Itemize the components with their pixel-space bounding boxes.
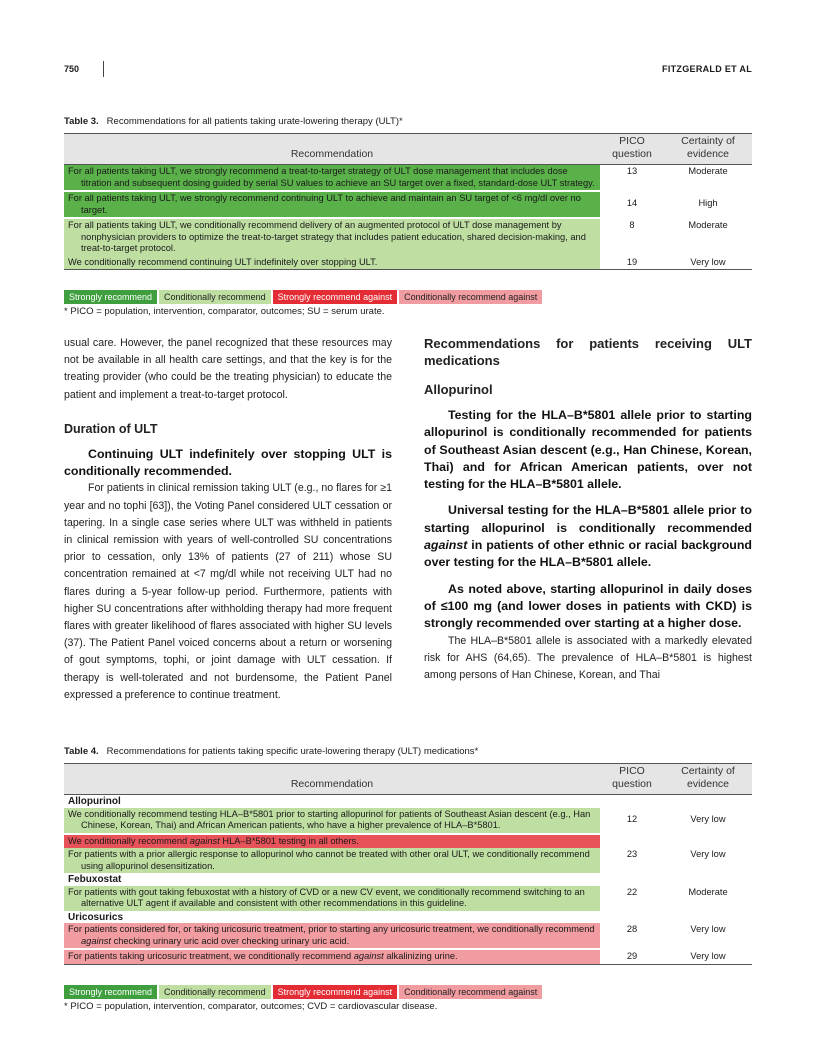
table3-label: Table 3. bbox=[64, 116, 99, 127]
pico-number: 29 bbox=[600, 950, 664, 964]
table-row bbox=[64, 165, 752, 190]
certainty-value: Moderate bbox=[664, 886, 752, 911]
recommendation-universal-testing bbox=[424, 502, 752, 571]
header-divider bbox=[103, 61, 104, 77]
heading-ult-medications: Recommendations for patients receiving ULT medications bbox=[424, 336, 752, 368]
table4-col-pico: PICO question bbox=[612, 765, 652, 790]
pico-number: 28 bbox=[600, 923, 664, 948]
certainty-value: Moderate bbox=[664, 165, 752, 190]
table4-footnote: * PICO = population, intervention, comparator, outcomes; CVD = cardiovascular disease. bbox=[64, 1001, 438, 1012]
recommendation-text: We conditionally recommend continuing ULT indefinitely over stopping ULT. bbox=[68, 256, 378, 267]
pico-empty bbox=[600, 835, 664, 849]
certainty-value: Very low bbox=[664, 256, 752, 270]
section-febuxostat: Febuxostat bbox=[68, 874, 122, 885]
recommendation-text-part: alkalinizing urine. bbox=[383, 951, 458, 961]
section-allopurinol: Allopurinol bbox=[68, 796, 121, 807]
recommendation-text-part: For patients considered for, or taking uricosuric treatment, prior to starting any uricosuric treatment, we conditionally recommend bbox=[68, 924, 595, 934]
certainty-empty bbox=[664, 835, 752, 849]
recommendation-text: For all patients taking ULT, we strongly recommend a treat-to-target strategy of ULT dose management that includes dose titration and subsequent dosing guided by serial SU values to achieve an SU target over a fixed, standard-dose ULT strategy. bbox=[68, 166, 595, 188]
table-row bbox=[64, 808, 752, 833]
paragraph-continued: usual care. However, the panel recognized that these resources may not be available in all health care settings, and that the key is for the treating provider (who could be the treating physician) to educate the patient and implement a treat-to-target protocol. bbox=[64, 337, 392, 401]
pico-number: 23 bbox=[600, 848, 664, 873]
table3-legend bbox=[64, 290, 542, 304]
recommendation-hla-testing: Testing for the HLA–B*5801 allele prior to starting allopurinol is conditionally recommended for patients of Southeast Asian descent (e.g., Han Chinese, Korean, Thai) and for African American patients, over not testing for the HLA–B*5801 allele. bbox=[424, 408, 752, 492]
table3-col-recommendation: Recommendation bbox=[290, 148, 374, 160]
table-row bbox=[64, 848, 752, 873]
recommendation-text: We conditionally recommend testing HLA–B*5801 prior to starting allopurinol for patients of Southeast Asian descent (e.g., Han Chinese, Korean, Thai) and African American patients, who have a higher prevalence of HLA–B*5801. bbox=[68, 808, 591, 830]
table4 bbox=[64, 763, 752, 965]
certainty-value: High bbox=[664, 192, 752, 217]
legend-conditional-for: Conditionally recommend bbox=[159, 290, 271, 304]
table3-caption bbox=[64, 116, 403, 127]
table-row bbox=[64, 192, 752, 217]
section-uricosurics: Uricosurics bbox=[68, 911, 124, 923]
table-row bbox=[64, 835, 752, 849]
certainty-value: Very low bbox=[664, 808, 752, 833]
paragraph-duration: For patients in clinical remission taking ULT (e.g., no flares for ≥1 year and no tophi [63]), the Voting Panel considered ULT cessation or tapering. In a single case series where ULT was withheld in patients in clinical remission with years of well-controlled SU concentrations prior to cessation, only 13% of patients (27 of 211) whose SU concentration remained at <7 mg/dl while not receiving ULT had no flares during a 5-year follow-up period. Furthermore, patients with higher SU concentrations after withholding therapy had more frequent flares with greater likelihood of flares associated with higher SU levels (37). The Patient Panel voiced concerns about a return or worsening of gout symptoms, tophi, or joint damage with ULT cessation. If therapy is well-tolerated and not burdensome, the Patient Panel expressed a preference to continue treatment. bbox=[64, 482, 392, 701]
emphasis-against: against bbox=[353, 951, 384, 961]
table-row bbox=[64, 886, 752, 911]
recommendation-text-part: in patients of other ethnic or racial background over testing for the HLA–B*5801 allele. bbox=[424, 538, 752, 570]
legend-conditional-against: Conditionally recommend against bbox=[399, 985, 542, 999]
table4-label: Table 4. bbox=[64, 746, 99, 757]
recommendation-text-part: We conditionally recommend bbox=[68, 835, 190, 846]
recommendation-text bbox=[64, 835, 600, 849]
table4-header bbox=[64, 764, 752, 795]
legend-conditional-for: Conditionally recommend bbox=[159, 985, 271, 999]
certainty-value: Very low bbox=[664, 950, 752, 964]
table4-caption bbox=[64, 746, 478, 757]
legend-conditional-against: Conditionally recommend against bbox=[399, 290, 542, 304]
legend-strong-for: Strongly recommend bbox=[64, 985, 157, 999]
table-row bbox=[64, 923, 752, 948]
table3-caption-text: Recommendations for all patients taking urate-lowering therapy (ULT)* bbox=[106, 116, 403, 127]
table3-col-pico: PICO question bbox=[612, 135, 652, 160]
table3-header bbox=[64, 134, 752, 165]
table-row bbox=[64, 219, 752, 256]
table4-caption-text: Recommendations for patients taking specific urate-lowering therapy (ULT) medications* bbox=[106, 746, 479, 757]
recommendation-duration: Continuing ULT indefinitely over stopping ULT is conditionally recommended. bbox=[64, 446, 392, 479]
table3-footnote: * PICO = population, intervention, comparator, outcomes; SU = serum urate. bbox=[64, 306, 385, 317]
recommendation-text: For all patients taking ULT, we strongly recommend continuing ULT to achieve and maintain an SU target of <6 mg/dl over no target. bbox=[68, 193, 581, 215]
recommendation-allopurinol-dose: As noted above, starting allopurinol in daily doses of ≤100 mg (and lower doses in patients with CKD) is strongly recommended over starting at a higher dose. bbox=[424, 581, 752, 631]
table3 bbox=[64, 133, 752, 270]
emphasis-against: against bbox=[424, 538, 468, 553]
pico-number: 19 bbox=[600, 256, 664, 270]
recommendation-text: For patients with gout taking febuxostat with a history of CVD or a new CV event, we conditionally recommend switching to an alternative ULT agent if available and consistent with other recommendations in this guideline. bbox=[68, 886, 585, 908]
recommendation-text-part: checking urinary uric acid over checking urinary uric acid. bbox=[110, 935, 350, 946]
table-row bbox=[64, 950, 752, 964]
legend-strong-against: Strongly recommend against bbox=[273, 985, 398, 999]
recommendation-text: For patients with a prior allergic response to allopurinol who cannot be treated with other oral ULT, we conditionally recommend using allopurinol desensitization. bbox=[68, 849, 590, 871]
pico-number: 14 bbox=[600, 192, 664, 217]
table4-col-certainty: Certainty of evidence bbox=[681, 765, 735, 790]
right-column bbox=[424, 335, 752, 684]
recommendation-text-part: HLA–B*5801 testing in all others. bbox=[219, 835, 359, 846]
running-title: FITZGERALD ET AL bbox=[662, 64, 752, 74]
certainty-value: Moderate bbox=[664, 219, 752, 256]
recommendation-text bbox=[64, 950, 600, 964]
recommendation-text bbox=[64, 923, 600, 948]
certainty-value: Very low bbox=[664, 848, 752, 873]
recommendation-text: For all patients taking ULT, we conditionally recommend delivery of an augmented protocol of ULT dose management by nonphysician providers to optimize the treat-to-target strategy that includes patient education, shared decision-making, and treat-to-target protocol. bbox=[68, 220, 586, 253]
emphasis-against: against bbox=[189, 835, 220, 846]
recommendation-text-part: Universal testing for the HLA–B*5801 allele prior to starting allopurinol is conditionally recommended bbox=[424, 503, 752, 535]
heading-allopurinol: Allopurinol bbox=[424, 382, 493, 397]
pico-number: 13 bbox=[600, 165, 664, 190]
table4-legend bbox=[64, 985, 542, 999]
recommendation-text-part: For patients taking uricosuric treatment, we conditionally recommend bbox=[68, 951, 354, 961]
page-number: 750 bbox=[64, 64, 80, 74]
pico-number: 22 bbox=[600, 886, 664, 911]
pico-number: 8 bbox=[600, 219, 664, 256]
table3-col-certainty: Certainty of evidence bbox=[681, 135, 735, 160]
certainty-value: Very low bbox=[664, 923, 752, 948]
heading-duration-of-ult: Duration of ULT bbox=[64, 421, 158, 436]
left-column bbox=[64, 335, 392, 704]
table-row bbox=[64, 256, 752, 270]
table4-col-recommendation: Recommendation bbox=[290, 778, 374, 790]
legend-strong-against: Strongly recommend against bbox=[273, 290, 398, 304]
legend-strong-for: Strongly recommend bbox=[64, 290, 157, 304]
paragraph-hla: The HLA–B*5801 allele is associated with a markedly elevated risk for AHS (64,65). The prevalence of HLA–B*5801 is highest among persons of Han Chinese, Korean, and Thai bbox=[424, 634, 752, 681]
emphasis-against: against bbox=[81, 935, 111, 946]
pico-number: 12 bbox=[600, 808, 664, 833]
